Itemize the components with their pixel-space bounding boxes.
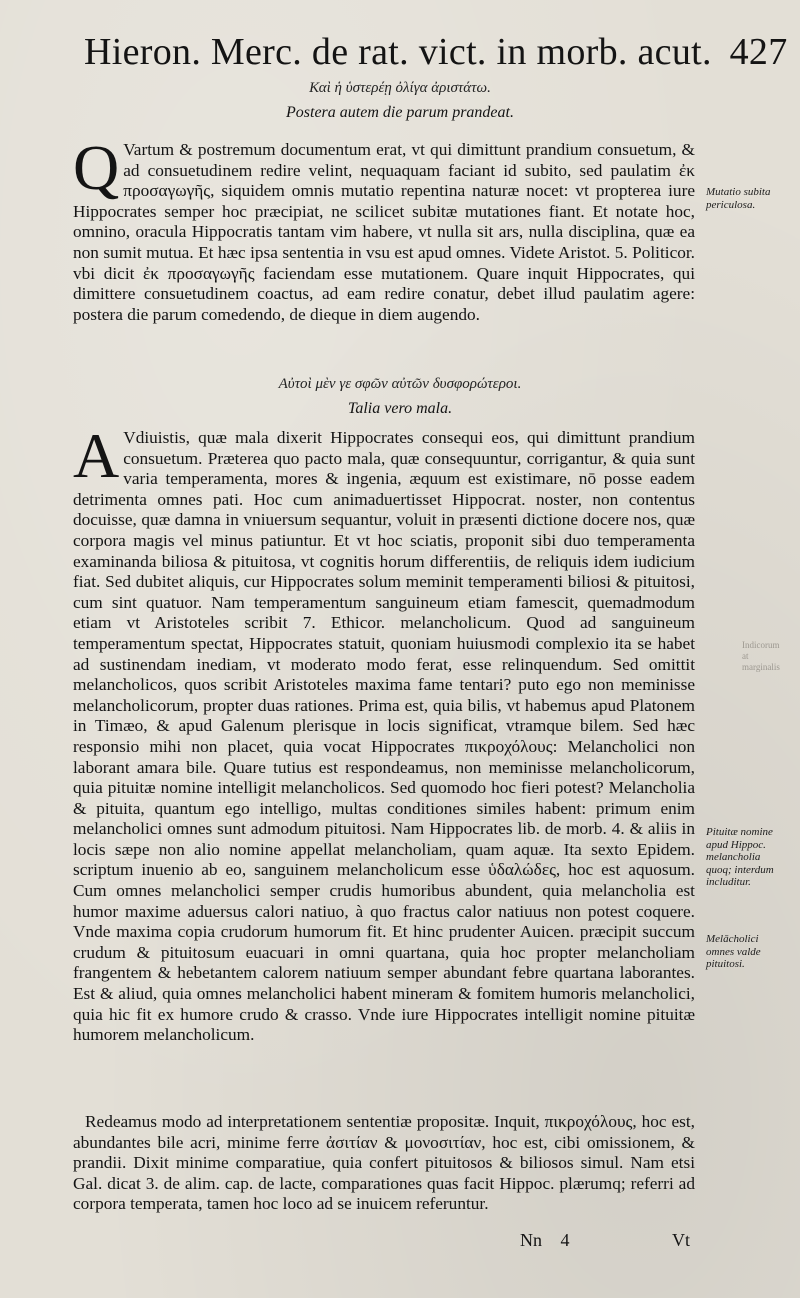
bleed-through-text: Indicorum at marginalis: [742, 640, 780, 672]
paragraph-2-text: Vdiuistis, quæ mala dixerit Hippocrates consequi eos, qui dimittunt prandium consuetum. Præterea quo pacto mala, quæ consequuntur, corrigantur, & quia sunt varia temperamenta, mores & ingenia, æquum est existimare, nō posse eadem detrimenta omnes pati. Hoc cum animaduertisset Hippocrat. noster, non contentus docuisse, quæ damna in vniuersum sequantur, voluit in præsenti dictione docere nos, quæ corpora magis vel minus patiuntur. Et vt hoc sciatis, proponit sibi duo temperamenta examinanda biliosa & pituitosa, vt cognitis horum differentiis, de reliquis idem iudicium fiat. Sed dubitet aliquis, cur Hippocrates solum meminit temperamenti biliosi & pituitosi, cum sint quatuor. Nam temperamentum sanguineum etiam famescit, quemadmodum etiam vt Aristoteles scribit 7. Ethicor. melancholicum. Quod ad sanguineum temperamentum spectat, Hippocrates statuit, quoniam huiusmodi complexio ita se habet ad sustinendam inediam, vt moderato modo ferat, esse relinquendum. Sed omittit melancholicos, quos scribit Aristoteles maxima fame tentari? puto ego non meminisse melancholicorum, propter duas rationes. Prima est, quia bilis, vt habemus apud Platonem in Timæo, & apud Galenum plerisque in locis significat, vtramque bilem. Sed hæc responsio mihi non placet, quia vocat Hippocrates πικροχόλους: Melancholici non laborant amara bile. Quare tutius est respondeamus, non meminisse melancholicorum, quia pituitæ nomine intelligit melancholicos. Sed quomodo hoc fieri potest? Melancholia & pituita, quantum ego intelligo, multas conditiones similes habent: primum enim melancholici omnes sunt admodum pituitosi. Nam Hippocrates lib. de morb. 4. & aliis in locis sæpe non alio nomine appellat melancholiam, quam aquæ. Ita sexto Epidem. scriptum inuenio ab eo, sanguinem melancholicum esse ὑδαλώδες, hoc est aquosum. Cum omnes melancholici semper crudis humoribus abundent, quia melancholia est humor maxime aduersus calori natiuo, à quo fractus calor natiuus non potest coquere. Vnde maxima copia crudorum humorum fit. Et hinc prudenter Auicen. præcipit succum crudum & pituitosum euacuari in omni quartana, quia hoc propter melancholiam frangentem & hebetantem calorem natiuum semper abundant febre quartana laborantes. Est & aliud, quia omnes melancholici habent mineram & fomitem humoris melancholici, quia hic fit ex humore crudo & crasso. Vnde iure Hippocrates intelligit nomine pituitæ humorem melancholicum.: [73, 428, 695, 1045]
margin-note-pituitae: Pituitæ nomine apud Hippoc. melancholia quoq; interdum includitur.: [706, 826, 774, 888]
paragraph-1: [73, 132, 695, 325]
dropcap-q: Q: [73, 132, 120, 203]
dropcap-a: A: [73, 420, 120, 491]
paragraph-2: [73, 420, 695, 1046]
signature-letters: Nn: [520, 1230, 542, 1250]
latin-lemma-1: Postera autem die parum prandeat.: [286, 104, 514, 121]
signature-mark: [520, 1230, 570, 1251]
greek-lemma-2: Αὐτοὶ μὲν γε σφῶν αὐτῶν δυσφορώτεροι.: [278, 376, 522, 392]
paragraph-1-text: Vartum & postremum documentum erat, vt qui dimittunt prandium consuetum, & ad consuetudinem redire velint, nequaquam faciant id subito, sed paulatim ἐκ προσαγωγῆς, siquidem omnis mutatio repentina naturæ nocet: vt propterea iure Hippocrates semper hoc præcipiat, ne scilicet subitæ mutationes fiant. Et notate hoc, omnino, oracula Hippocratis tantam vim habere, vt nulla sit ars, nulla disciplina, quæ ea non sumit mutua. Et hæc ipsa sententia in vsu est apud omnes. Videte Aristot. 5. Politicor. vbi dicit ἐκ προσαγωγῆς faciendam esse mutationem. Quare inquit Hippocrates, qui dimittere consuetudinem coactus, ad eam redire conatur, debet illud paulatim agere: postera die parum comedendo, de dieque in diem augendo.: [73, 140, 695, 324]
greek-lemma-1: Καὶ ἡ ὑστερέῃ ὀλίγα ἀριστάτω.: [309, 80, 491, 96]
running-header: [84, 30, 788, 74]
margin-note-mutatio: Mutatio subita periculosa.: [706, 186, 771, 211]
margin-note-melancholici: Melācholici omnes valde pituitosi.: [706, 933, 761, 970]
signature-number: 4: [560, 1230, 570, 1250]
catchword: Vt: [672, 1230, 690, 1250]
running-title: Hieron. Merc. de rat. vict. in morb. acut.: [84, 31, 712, 73]
latin-lemma-2: Talia vero mala.: [347, 400, 453, 417]
page-number: 427: [729, 31, 788, 73]
paragraph-3: [73, 1112, 695, 1215]
paragraph-3-text: Redeamus modo ad interpretationem sententiæ propositæ. Inquit, πικροχόλους, hoc est, abundantes bile acri, minime ferre ἀσιτίαν & μονοσιτίαν, hoc est, cibi omissionem, & prandii. Dixit minime comparatiue, quia confert pituitosos & biliosos simul. Nam etsi Gal. dicat 3. de alim. cap. de lacte, comparationes quas facit Hippoc. plærumq; referri ad corpora temperata, tamen hoc loco ad se inuicem referuntur.: [73, 1112, 695, 1214]
